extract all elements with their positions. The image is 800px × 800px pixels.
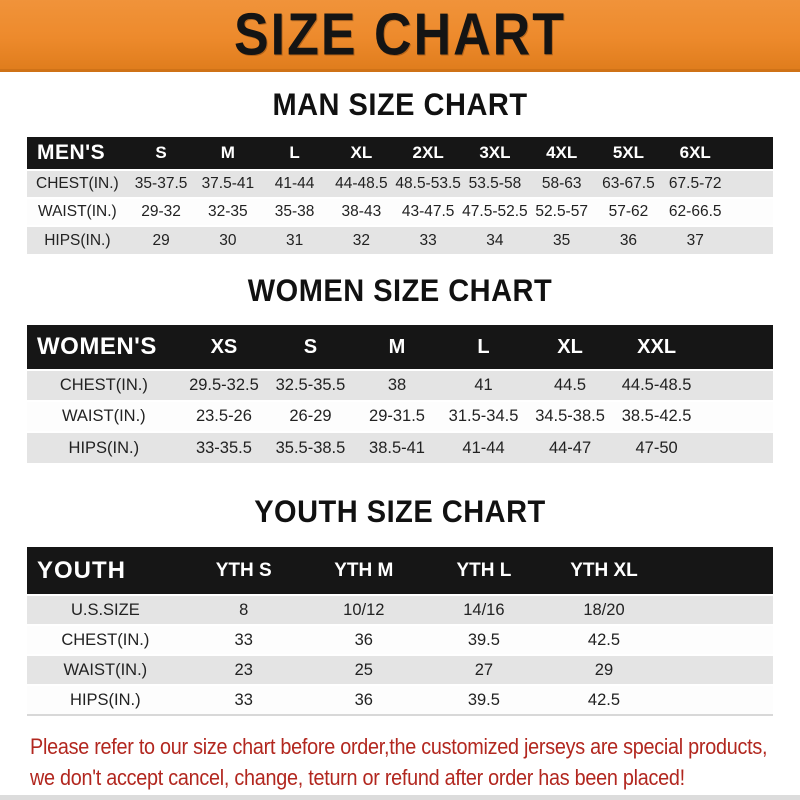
cell: 33 xyxy=(184,625,304,655)
spacer-cell xyxy=(664,685,773,715)
spacer-cell xyxy=(700,370,773,401)
women-size-s: S xyxy=(303,335,318,358)
cell: 48.5-53.5 xyxy=(395,170,462,198)
men-header-row xyxy=(27,137,773,170)
men-waist-row xyxy=(27,198,773,226)
cell: 41-44 xyxy=(261,170,328,198)
cell: 42.5 xyxy=(544,685,664,715)
cell: 47-50 xyxy=(613,432,700,463)
youth-section-title-text: YOUTH SIZE CHART xyxy=(254,494,546,530)
cell: 44-48.5 xyxy=(328,170,395,198)
youth-ussize-row xyxy=(27,595,773,625)
men-chest-row xyxy=(27,170,773,198)
cell: 58-63 xyxy=(528,170,595,198)
women-hips-row xyxy=(27,432,773,463)
men-size-3xl: 3XL xyxy=(479,143,511,162)
spacer-cell xyxy=(664,625,773,655)
spacer-cell xyxy=(729,226,773,254)
cell: 14/16 xyxy=(424,595,544,625)
spacer-cell xyxy=(664,655,773,685)
spacer-cell xyxy=(664,595,773,625)
cell: 39.5 xyxy=(424,625,544,655)
cell: 36 xyxy=(304,685,424,715)
cell: 38 xyxy=(354,370,441,401)
men-size-2xl: 2XL xyxy=(412,143,444,162)
cell: 44.5-48.5 xyxy=(613,370,700,401)
row-label: WAIST(IN.) xyxy=(27,401,181,432)
women-header-row xyxy=(27,325,773,370)
youth-size-l: YTH L xyxy=(456,559,512,581)
men-size-s: S xyxy=(155,143,167,162)
cell: 47.5-52.5 xyxy=(462,198,529,226)
cell: 23.5-26 xyxy=(181,401,268,432)
cell: 35-38 xyxy=(261,198,328,226)
youth-section-title xyxy=(0,496,800,529)
cell: 43-47.5 xyxy=(395,198,462,226)
cell: 33 xyxy=(395,226,462,254)
cell: 23 xyxy=(184,655,304,685)
cell: 38-43 xyxy=(328,198,395,226)
spacer-cell xyxy=(729,198,773,226)
cell: 41 xyxy=(440,370,527,401)
men-size-m: M xyxy=(220,143,235,162)
cell: 57-62 xyxy=(595,198,662,226)
women-size-xl: XL xyxy=(557,335,583,358)
cell: 29-31.5 xyxy=(354,401,441,432)
cell: 25 xyxy=(304,655,424,685)
cell: 26-29 xyxy=(267,401,354,432)
row-label: CHEST(IN.) xyxy=(27,370,181,401)
men-size-5xl: 5XL xyxy=(612,143,645,162)
bottom-border-strip xyxy=(0,795,800,800)
cell: 63-67.5 xyxy=(595,170,662,198)
cell: 38.5-42.5 xyxy=(613,401,700,432)
cell: 36 xyxy=(595,226,662,254)
men-size-l: L xyxy=(289,143,300,162)
cell: 29-32 xyxy=(128,198,195,226)
cell: 37 xyxy=(662,226,729,254)
cell: 35.5-38.5 xyxy=(267,432,354,463)
size-chart-banner xyxy=(0,0,800,72)
row-label: HIPS(IN.) xyxy=(27,226,128,254)
cell: 52.5-57 xyxy=(528,198,595,226)
cell: 29 xyxy=(128,226,195,254)
men-size-xl: XL xyxy=(350,143,373,162)
youth-size-m: YTH M xyxy=(334,559,394,581)
cell: 30 xyxy=(194,226,261,254)
youth-size-xl: YTH XL xyxy=(570,559,638,581)
man-section-title xyxy=(0,89,800,122)
youth-hips-row xyxy=(27,685,773,715)
order-notice xyxy=(30,731,800,793)
cell: 39.5 xyxy=(424,685,544,715)
youth-header-label: YOUTH xyxy=(37,556,126,584)
spacer-cell xyxy=(664,547,773,595)
cell: 35 xyxy=(528,226,595,254)
spacer-cell xyxy=(700,432,773,463)
women-size-xxl: XXL xyxy=(637,335,677,358)
cell: 33 xyxy=(184,685,304,715)
spacer-cell xyxy=(729,137,773,170)
youth-chest-row xyxy=(27,625,773,655)
women-section-title xyxy=(0,275,800,308)
row-label: WAIST(IN.) xyxy=(27,655,184,685)
cell: 67.5-72 xyxy=(662,170,729,198)
row-label: HIPS(IN.) xyxy=(27,685,184,715)
cell: 38.5-41 xyxy=(354,432,441,463)
cell: 29.5-32.5 xyxy=(181,370,268,401)
cell: 27 xyxy=(424,655,544,685)
cell: 34.5-38.5 xyxy=(527,401,614,432)
row-label: HIPS(IN.) xyxy=(27,432,181,463)
youth-waist-row xyxy=(27,655,773,685)
cell: 29 xyxy=(544,655,664,685)
cell: 33-35.5 xyxy=(181,432,268,463)
cell: 31 xyxy=(261,226,328,254)
cell: 41-44 xyxy=(440,432,527,463)
cell: 42.5 xyxy=(544,625,664,655)
men-hips-row xyxy=(27,226,773,254)
men-header-label: MEN'S xyxy=(37,141,106,164)
cell: 37.5-41 xyxy=(194,170,261,198)
cell: 8 xyxy=(184,595,304,625)
youth-header-row xyxy=(27,547,773,595)
women-size-xs: XS xyxy=(210,335,238,358)
cell: 32-35 xyxy=(194,198,261,226)
row-label: CHEST(IN.) xyxy=(27,625,184,655)
cell: 34 xyxy=(462,226,529,254)
cell: 44.5 xyxy=(527,370,614,401)
women-size-table xyxy=(27,325,773,463)
cell: 62-66.5 xyxy=(662,198,729,226)
men-size-6xl: 6XL xyxy=(679,143,711,162)
men-size-4xl: 4XL xyxy=(546,143,578,162)
cell: 44-47 xyxy=(527,432,614,463)
youth-size-s: YTH S xyxy=(215,559,272,581)
women-size-m: M xyxy=(388,335,406,358)
notice-line-2: we don't accept cancel, change, teturn or refund after order has been placed! xyxy=(30,765,685,790)
men-size-table xyxy=(27,137,773,254)
cell: 53.5-58 xyxy=(462,170,529,198)
spacer-cell xyxy=(700,401,773,432)
cell: 32 xyxy=(328,226,395,254)
row-label: U.S.SIZE xyxy=(27,595,184,625)
youth-size-table xyxy=(27,547,773,716)
man-section-title-text: MAN SIZE CHART xyxy=(272,87,528,123)
cell: 18/20 xyxy=(544,595,664,625)
women-waist-row xyxy=(27,401,773,432)
cell: 10/12 xyxy=(304,595,424,625)
notice-line-1: Please refer to our size chart before order,the customized jerseys are special products, xyxy=(30,734,768,759)
cell: 32.5-35.5 xyxy=(267,370,354,401)
spacer-cell xyxy=(729,170,773,198)
banner-title: SIZE CHART xyxy=(234,1,566,68)
cell: 36 xyxy=(304,625,424,655)
row-label: WAIST(IN.) xyxy=(27,198,128,226)
cell: 35-37.5 xyxy=(128,170,195,198)
women-section-title-text: WOMEN SIZE CHART xyxy=(247,273,553,309)
cell: 31.5-34.5 xyxy=(440,401,527,432)
women-header-label: WOMEN'S xyxy=(37,333,157,360)
women-size-l: L xyxy=(477,335,490,358)
women-chest-row xyxy=(27,370,773,401)
spacer-cell xyxy=(700,325,773,370)
row-label: CHEST(IN.) xyxy=(27,170,128,198)
